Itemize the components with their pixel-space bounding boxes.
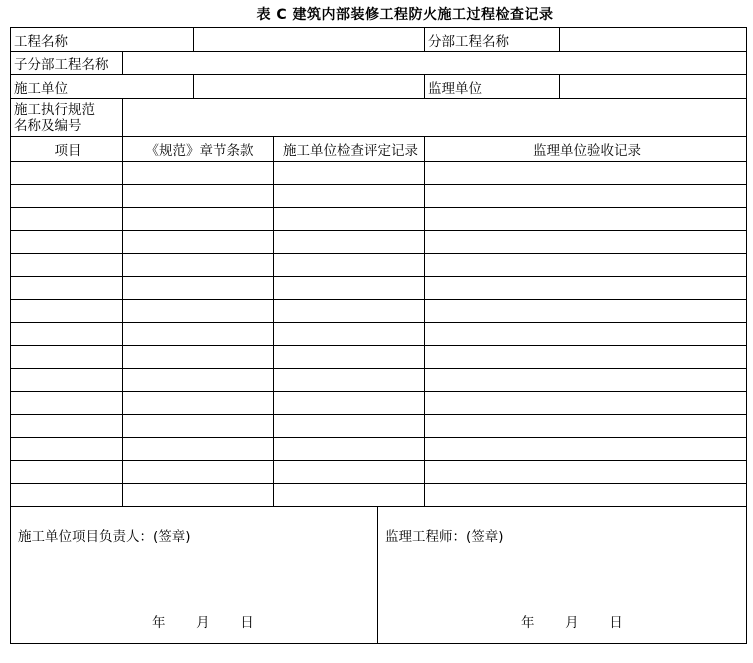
record-row (11, 461, 747, 484)
construction-check-cell[interactable] (274, 392, 425, 415)
clause-cell[interactable] (123, 277, 274, 300)
inspection-record-table (10, 27, 747, 644)
construction-manager-signature-label: 施工单位项目负责人：(签章) (18, 529, 191, 545)
clause-cell[interactable] (123, 415, 274, 438)
record-row (11, 392, 747, 415)
supervision-engineer-signature-label: 监理工程师：(签章) (385, 529, 504, 545)
construction-signature-date (152, 611, 254, 631)
record-row (11, 415, 747, 438)
construction-unit-label: 施工单位 (11, 75, 194, 99)
construction-check-cell[interactable] (274, 162, 425, 185)
record-row (11, 277, 747, 300)
record-row (11, 208, 747, 231)
construction-check-cell[interactable] (274, 484, 425, 507)
clause-cell[interactable] (123, 484, 274, 507)
day-label: 日 (609, 615, 623, 631)
col-header-construction-check: 施工单位检查评定记录 (274, 137, 425, 162)
spec-label-line1: 施工执行规范 (14, 101, 95, 118)
item-cell[interactable] (11, 484, 123, 507)
supervision-acceptance-cell[interactable] (425, 415, 747, 438)
sub-sub-project-name-label: 子分部工程名称 (11, 52, 123, 75)
record-row (11, 369, 747, 392)
sub-project-name-label: 分部工程名称 (425, 28, 560, 52)
supervision-acceptance-cell[interactable] (425, 438, 747, 461)
supervision-acceptance-cell[interactable] (425, 346, 747, 369)
clause-cell[interactable] (123, 323, 274, 346)
item-cell[interactable] (11, 254, 123, 277)
year-label: 年 (521, 615, 535, 631)
supervision-acceptance-cell[interactable] (425, 369, 747, 392)
construction-check-cell[interactable] (274, 254, 425, 277)
row-project-name (11, 28, 747, 52)
construction-unit-value[interactable] (194, 75, 425, 99)
clause-cell[interactable] (123, 162, 274, 185)
supervision-acceptance-cell[interactable] (425, 277, 747, 300)
construction-check-cell[interactable] (274, 438, 425, 461)
supervision-acceptance-cell[interactable] (425, 231, 747, 254)
item-cell[interactable] (11, 323, 123, 346)
record-row (11, 346, 747, 369)
item-cell[interactable] (11, 369, 123, 392)
record-row (11, 254, 747, 277)
supervision-signature-date (521, 611, 623, 631)
construction-check-cell[interactable] (274, 300, 425, 323)
record-row (11, 185, 747, 208)
construction-check-cell[interactable] (274, 369, 425, 392)
clause-cell[interactable] (123, 254, 274, 277)
sub-sub-project-name-value[interactable] (123, 52, 747, 75)
clause-cell[interactable] (123, 300, 274, 323)
col-header-clause: 《规范》章节条款 (123, 137, 274, 162)
year-label: 年 (152, 615, 166, 631)
clause-cell[interactable] (123, 438, 274, 461)
record-rows (11, 162, 747, 507)
item-cell[interactable] (11, 162, 123, 185)
item-cell[interactable] (11, 300, 123, 323)
clause-cell[interactable] (123, 185, 274, 208)
supervision-acceptance-cell[interactable] (425, 323, 747, 346)
supervision-acceptance-cell[interactable] (425, 392, 747, 415)
record-row (11, 231, 747, 254)
item-cell[interactable] (11, 185, 123, 208)
project-name-value[interactable] (194, 28, 425, 52)
construction-check-cell[interactable] (274, 346, 425, 369)
construction-check-cell[interactable] (274, 277, 425, 300)
record-row (11, 438, 747, 461)
item-cell[interactable] (11, 208, 123, 231)
construction-check-cell[interactable] (274, 185, 425, 208)
construction-check-cell[interactable] (274, 231, 425, 254)
record-row (11, 300, 747, 323)
supervision-acceptance-cell[interactable] (425, 185, 747, 208)
item-cell[interactable] (11, 346, 123, 369)
column-header-row (11, 137, 747, 162)
col-header-supervision-acceptance: 监理单位验收记录 (425, 137, 747, 162)
spec-label-line2: 名称及编号 (14, 117, 82, 134)
form-title: 表 C 建筑内部装修工程防火施工过程检查记录 (256, 7, 554, 23)
supervision-acceptance-cell[interactable] (425, 300, 747, 323)
item-cell[interactable] (11, 392, 123, 415)
record-row (11, 162, 747, 185)
item-cell[interactable] (11, 438, 123, 461)
col-header-item: 项目 (11, 137, 123, 162)
construction-check-cell[interactable] (274, 323, 425, 346)
clause-cell[interactable] (123, 461, 274, 484)
project-name-label: 工程名称 (11, 28, 194, 52)
item-cell[interactable] (11, 231, 123, 254)
clause-cell[interactable] (123, 369, 274, 392)
record-row (11, 323, 747, 346)
clause-cell[interactable] (123, 208, 274, 231)
supervision-acceptance-cell[interactable] (425, 484, 747, 507)
item-cell[interactable] (11, 461, 123, 484)
signature-row (11, 507, 747, 644)
row-units (11, 75, 747, 99)
supervision-signature-cell[interactable] (378, 507, 747, 644)
supervision-unit-label: 监理单位 (425, 75, 560, 99)
supervision-acceptance-cell[interactable] (425, 254, 747, 277)
construction-check-cell[interactable] (274, 461, 425, 484)
supervision-acceptance-cell[interactable] (425, 461, 747, 484)
supervision-acceptance-cell[interactable] (425, 162, 747, 185)
clause-cell[interactable] (123, 392, 274, 415)
row-sub-sub-project (11, 52, 747, 75)
spec-label (11, 99, 123, 137)
month-label: 月 (196, 615, 210, 631)
construction-signature-cell[interactable] (11, 507, 378, 644)
clause-cell[interactable] (123, 346, 274, 369)
clause-cell[interactable] (123, 231, 274, 254)
construction-check-cell[interactable] (274, 415, 425, 438)
supervision-acceptance-cell[interactable] (425, 208, 747, 231)
row-spec (11, 99, 747, 137)
construction-check-cell[interactable] (274, 208, 425, 231)
month-label: 月 (565, 615, 579, 631)
item-cell[interactable] (11, 277, 123, 300)
supervision-unit-value[interactable] (560, 75, 747, 99)
day-label: 日 (240, 615, 254, 631)
item-cell[interactable] (11, 415, 123, 438)
record-row (11, 484, 747, 507)
spec-value[interactable] (123, 99, 747, 137)
sub-project-name-value[interactable] (560, 28, 747, 52)
